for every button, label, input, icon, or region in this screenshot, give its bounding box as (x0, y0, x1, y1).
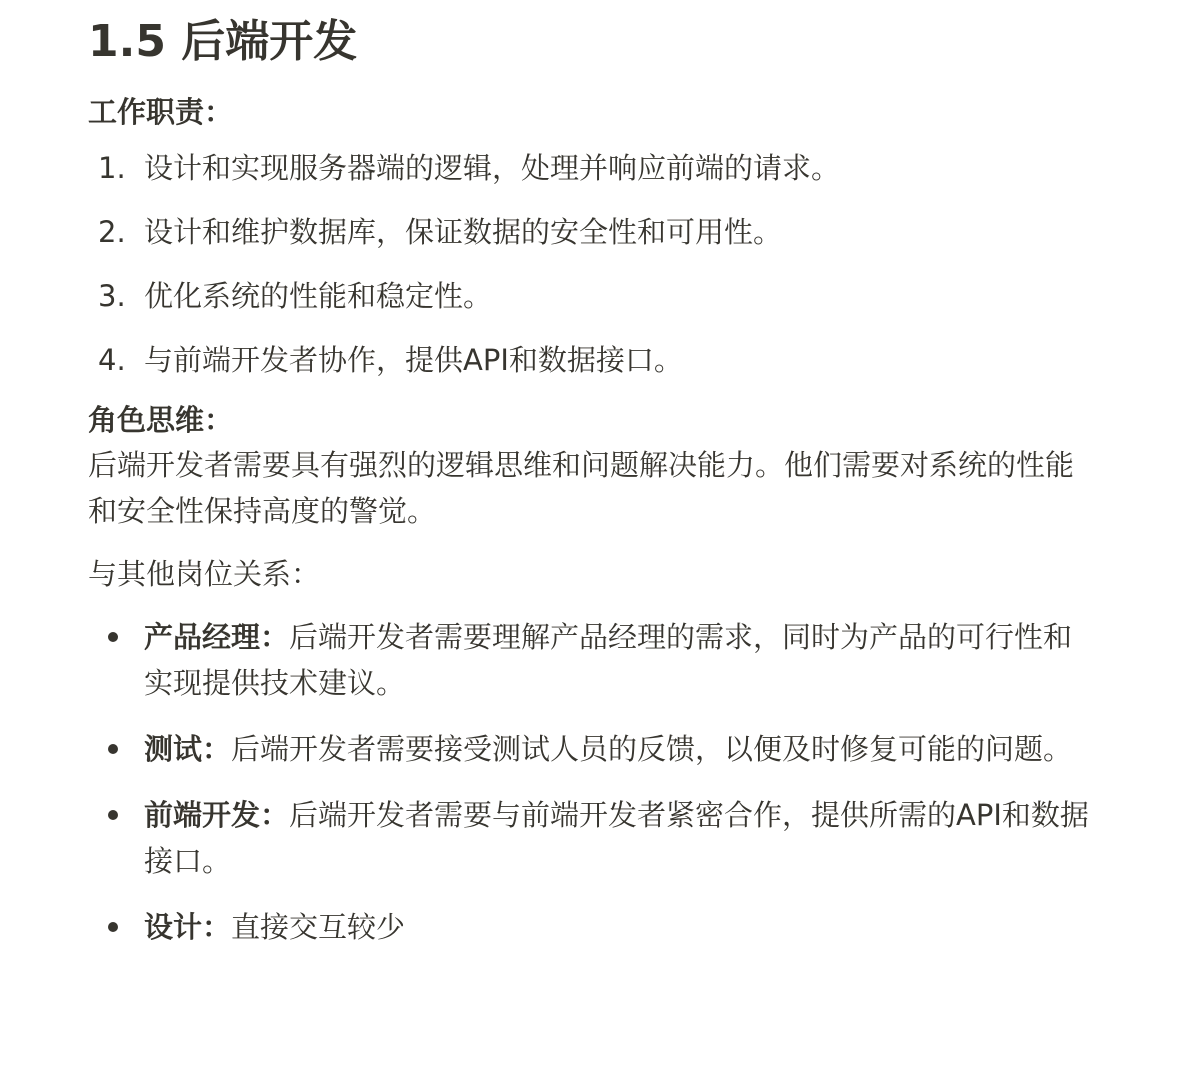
list-item-text: 优化系统的性能和稳定性。 (144, 279, 493, 313)
list-number: 3. (98, 279, 126, 313)
list-item (88, 726, 1098, 772)
relation-role: 设计： (144, 910, 232, 944)
bullet-icon (108, 744, 118, 754)
list-item (88, 340, 1098, 380)
mindset-paragraph: 后端开发者需要具有强烈的逻辑思维和问题解决能力。他们需要对系统的性能和安全性保持高度的警觉。 (88, 448, 1075, 528)
list-item-text: 设计和实现服务器端的逻辑，处理并响应前端的请求。 (144, 151, 841, 185)
document-body (88, 14, 1098, 970)
list-number: 1. (98, 151, 126, 185)
list-item-text: 设计和维护数据库，保证数据的安全性和可用性。 (144, 215, 783, 249)
relation-text: 后端开发者需要接受测试人员的反馈，以便及时修复可能的问题。 (231, 732, 1073, 766)
bullet-icon (108, 632, 118, 642)
relation-role: 前端开发： (144, 798, 290, 832)
relation-text: 直接交互较少 (231, 910, 406, 944)
bullet-icon (108, 922, 118, 932)
relation-text: 后端开发者需要理解产品经理的需求，同时为产品的可行性和实现提供技术建议。 (144, 620, 1073, 700)
relation-text: 后端开发者需要与前端开发者紧密合作，提供所需的API和数据接口。 (144, 798, 1089, 878)
list-item (88, 212, 1098, 252)
list-item (88, 276, 1098, 316)
relations-label: 与其他岗位关系： (88, 557, 321, 591)
list-item (88, 792, 1098, 884)
relation-role: 测试： (144, 732, 232, 766)
mindset-label: 角色思维： (88, 403, 234, 437)
relations-list (88, 614, 1098, 950)
list-item-text: 与前端开发者协作，提供API和数据接口。 (144, 343, 683, 377)
bullet-icon (108, 810, 118, 820)
list-item (88, 148, 1098, 188)
list-item (88, 614, 1098, 706)
list-item (88, 904, 1098, 950)
list-number: 4. (98, 343, 126, 377)
relation-role: 产品经理： (144, 620, 290, 654)
responsibilities-label: 工作职责： (88, 95, 234, 129)
responsibilities-list (88, 148, 1098, 380)
list-number: 2. (98, 215, 126, 249)
page-title: 1.5 后端开发 (88, 16, 358, 67)
